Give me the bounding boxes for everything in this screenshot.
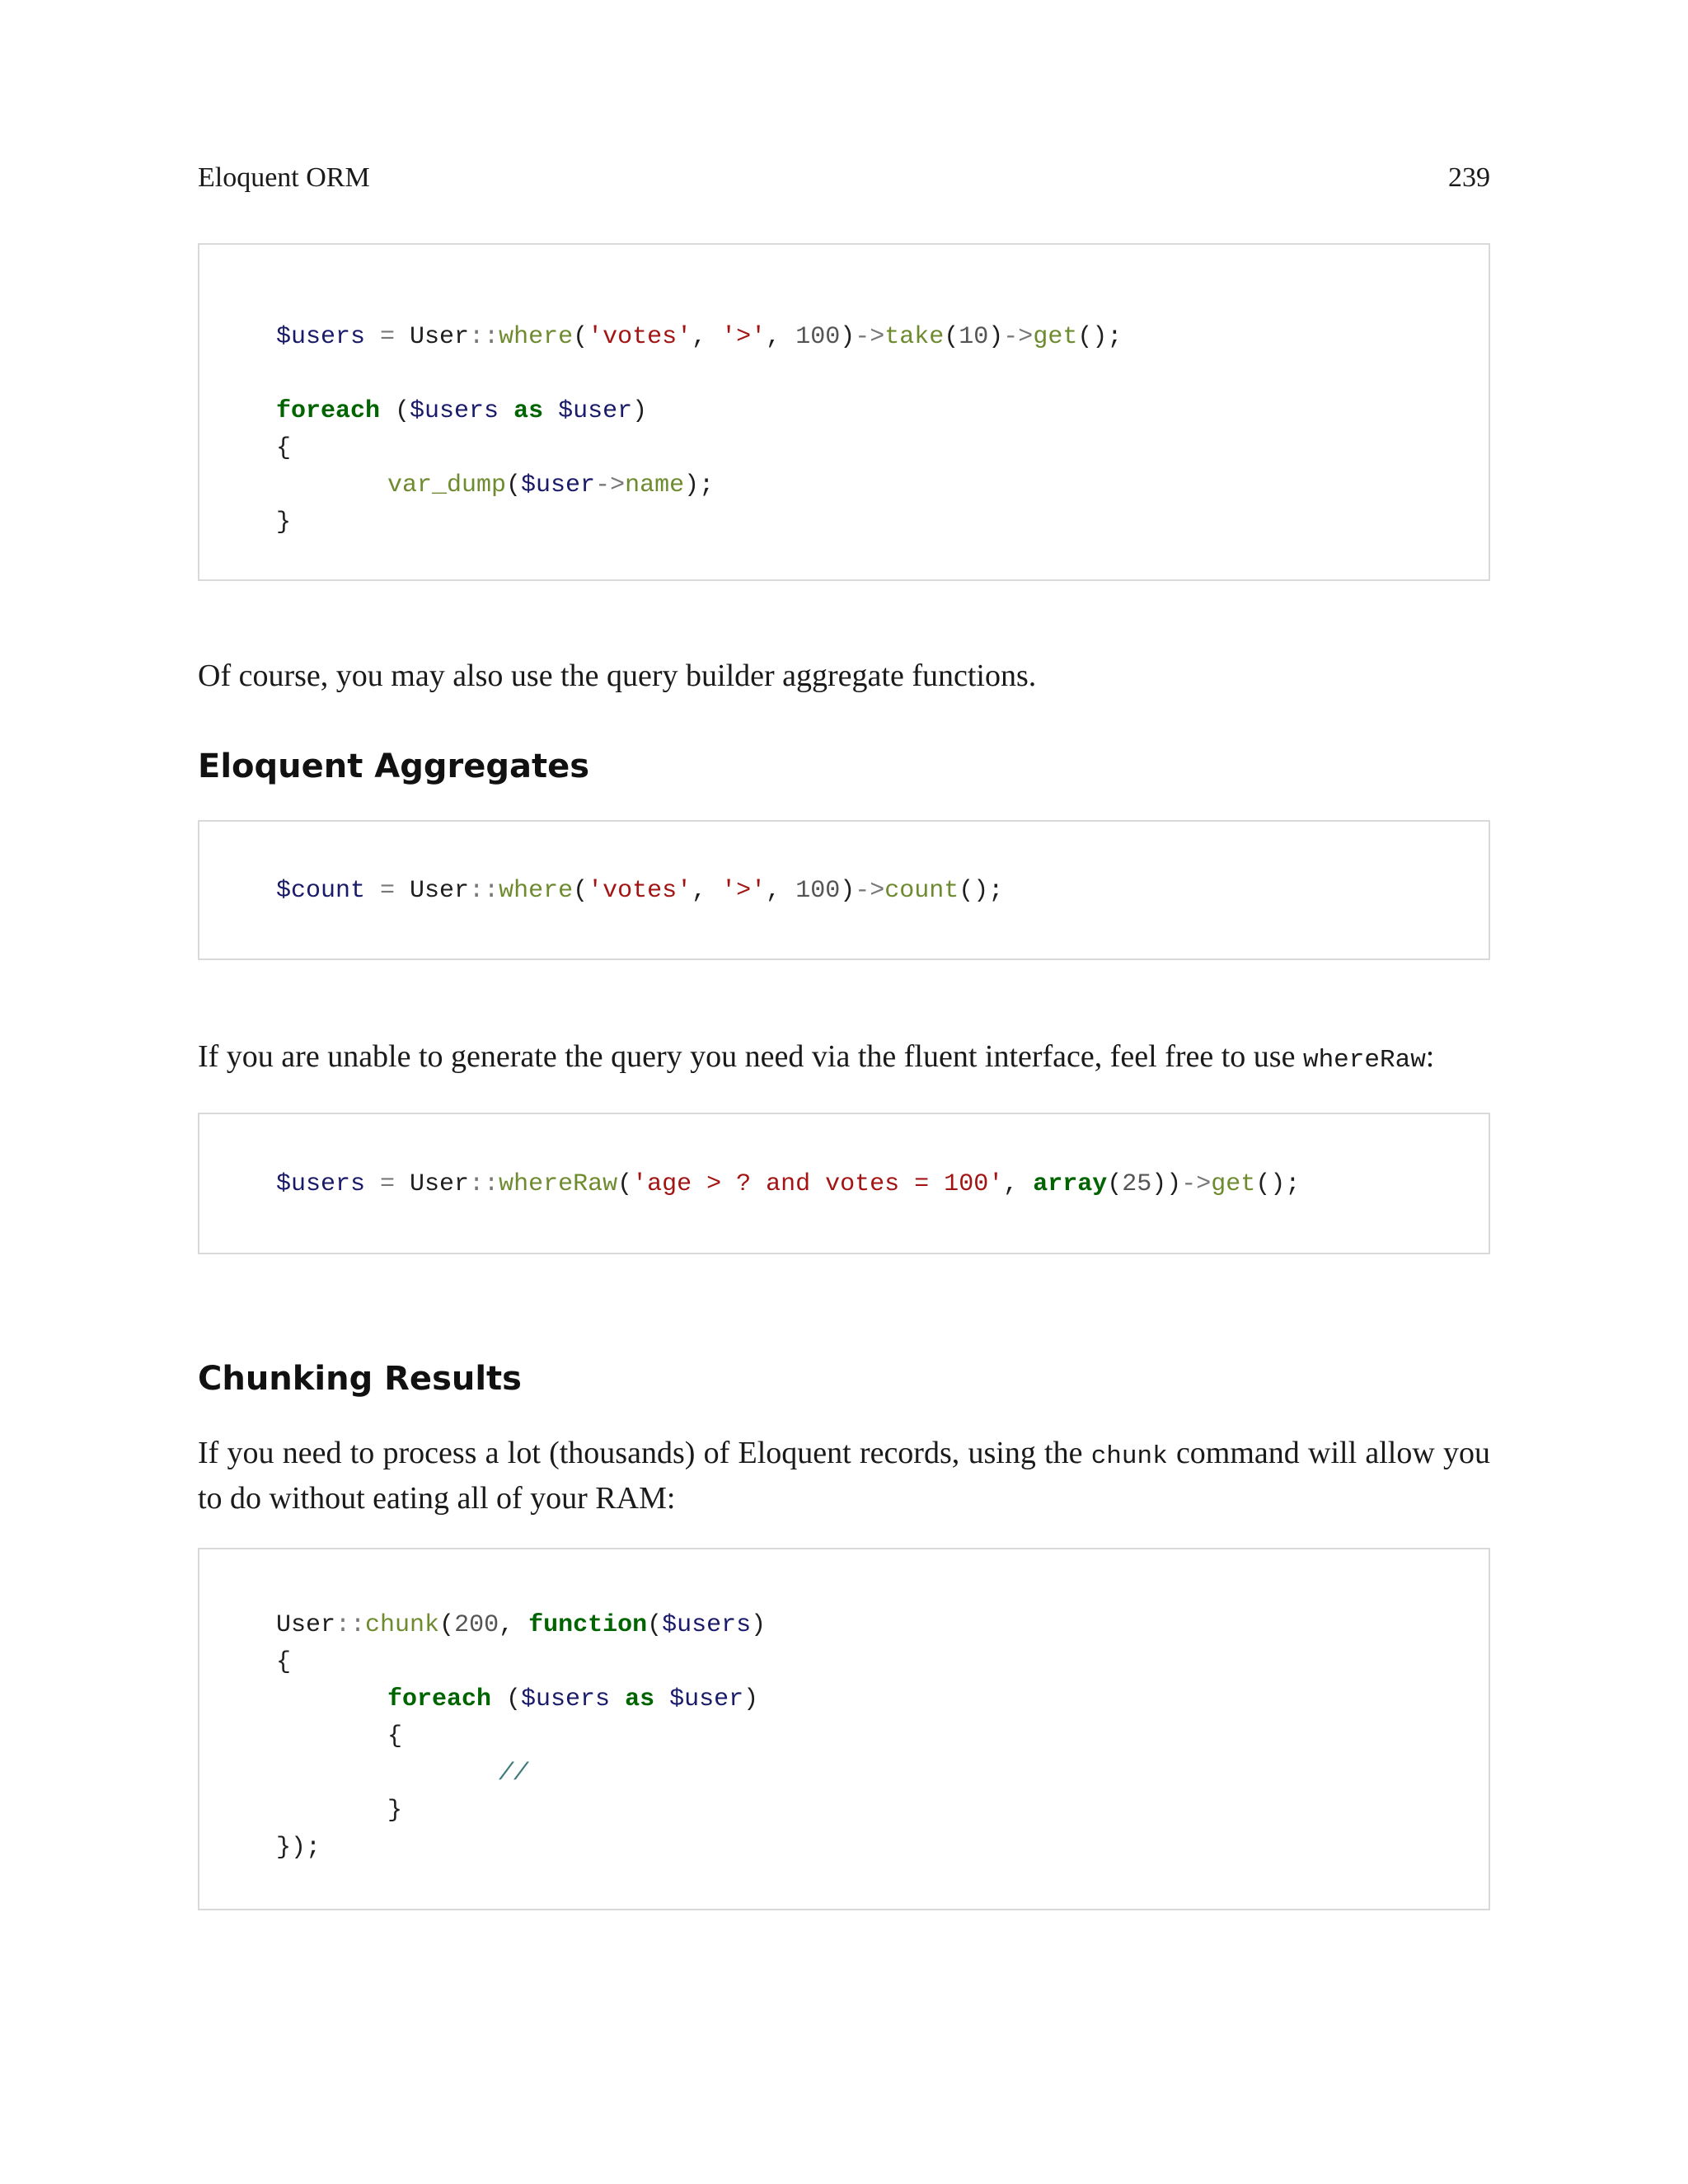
code-line bbox=[276, 430, 1456, 467]
code-token: -> bbox=[595, 471, 626, 499]
code-token: whereRaw bbox=[499, 1170, 618, 1198]
code-token: array bbox=[1033, 1170, 1108, 1198]
code-token: :: bbox=[469, 323, 499, 351]
code-token: , bbox=[1003, 1170, 1034, 1198]
code-line bbox=[276, 1681, 1456, 1718]
paragraph-text: : bbox=[1425, 1039, 1435, 1074]
code-token: 200 bbox=[454, 1611, 499, 1639]
paragraph-text: command will allow you to do without eating all of your RAM: bbox=[198, 1436, 1490, 1516]
code-token: , bbox=[766, 323, 796, 351]
code-token: $users bbox=[410, 397, 499, 425]
code-token: ) bbox=[988, 323, 1004, 351]
code-line bbox=[276, 1166, 1456, 1203]
code-token: 100 bbox=[795, 877, 841, 905]
code-token: ( bbox=[491, 1685, 522, 1713]
code-token: ( bbox=[617, 1170, 633, 1198]
code-token: take bbox=[884, 323, 945, 351]
code-token: -> bbox=[855, 323, 885, 351]
code-token: ( bbox=[506, 471, 522, 499]
paragraph-aggregate-intro: Of course, you may also use the query builder aggregate functions. bbox=[198, 658, 1037, 693]
code-token: ); bbox=[684, 471, 715, 499]
code-token: $user bbox=[558, 397, 633, 425]
code-token: where bbox=[499, 323, 574, 351]
code-block-foreach bbox=[198, 243, 1490, 581]
code-token: , bbox=[692, 877, 722, 905]
code-token: $count bbox=[276, 877, 366, 905]
section-heading-chunking: Chunking Results bbox=[198, 1360, 522, 1398]
code-token: 100 bbox=[795, 323, 841, 351]
code-token: ( bbox=[439, 1611, 455, 1639]
code-line bbox=[276, 1718, 1456, 1755]
code-token: ( bbox=[573, 877, 588, 905]
code-token: $users bbox=[521, 1685, 611, 1713]
code-token: , bbox=[692, 323, 722, 351]
code-token: var_dump bbox=[387, 471, 507, 499]
code-token: )) bbox=[1151, 1170, 1182, 1198]
code-token: ) bbox=[632, 397, 648, 425]
code-token: as bbox=[513, 397, 544, 425]
code-token: 25 bbox=[1122, 1170, 1152, 1198]
section-heading-aggregates: Eloquent Aggregates bbox=[198, 748, 590, 785]
code-token: (); bbox=[1255, 1170, 1301, 1198]
code-token: 10 bbox=[959, 323, 989, 351]
code-lines bbox=[276, 1607, 1456, 1867]
code-line bbox=[276, 393, 1456, 430]
code-token: User bbox=[410, 877, 470, 905]
code-token: ) bbox=[840, 323, 856, 351]
code-token: } bbox=[276, 509, 292, 537]
code-token: ( bbox=[1107, 1170, 1123, 1198]
code-token: foreach bbox=[276, 397, 381, 425]
code-token: User bbox=[410, 323, 470, 351]
code-token: function bbox=[528, 1611, 648, 1639]
paragraph-text: If you need to process a lot (thousands) of Eloquent records, using the bbox=[198, 1436, 1091, 1470]
code-token: '>' bbox=[721, 323, 767, 351]
code-token: ( bbox=[573, 323, 588, 351]
code-token: get bbox=[1033, 323, 1078, 351]
code-comment: // bbox=[499, 1760, 529, 1788]
code-token: $user bbox=[521, 471, 596, 499]
code-lines bbox=[276, 319, 1456, 541]
code-token: User bbox=[276, 1611, 336, 1639]
paragraph-chunk-intro bbox=[198, 1432, 1490, 1519]
code-line bbox=[276, 1607, 1456, 1644]
paragraph-whereraw-intro bbox=[198, 1036, 1490, 1081]
code-block-whereraw bbox=[198, 1113, 1490, 1254]
code-token: foreach bbox=[387, 1685, 492, 1713]
code-token: = bbox=[365, 1170, 410, 1198]
inline-code-chunk: chunk bbox=[1090, 1442, 1168, 1471]
code-token: = bbox=[365, 877, 410, 905]
code-token: count bbox=[884, 877, 959, 905]
code-block-count bbox=[198, 820, 1490, 960]
code-token: -> bbox=[1181, 1170, 1212, 1198]
code-token: (); bbox=[1077, 323, 1123, 351]
code-token: $users bbox=[276, 323, 366, 351]
code-token: '>' bbox=[721, 877, 767, 905]
code-token: $user bbox=[669, 1685, 744, 1713]
paragraph-text: If you are unable to generate the query you need via the fluent interface, feel free to use bbox=[198, 1039, 1303, 1074]
code-token: 'votes' bbox=[588, 877, 692, 905]
code-token: ( bbox=[944, 323, 959, 351]
code-token: , bbox=[766, 877, 796, 905]
code-token: -> bbox=[855, 877, 885, 905]
code-token: (); bbox=[959, 877, 1004, 905]
code-line bbox=[276, 1793, 1456, 1830]
code-line bbox=[276, 1755, 1456, 1793]
code-line-blank bbox=[276, 356, 1456, 393]
code-block-chunk bbox=[198, 1548, 1490, 1910]
code-line bbox=[276, 1644, 1456, 1681]
page-header bbox=[198, 158, 1490, 198]
code-token: } bbox=[387, 1797, 403, 1825]
code-token: , bbox=[499, 1611, 529, 1639]
code-token: { bbox=[276, 1648, 292, 1676]
code-lines bbox=[276, 873, 1456, 910]
code-token: ) bbox=[743, 1685, 759, 1713]
code-token: { bbox=[387, 1722, 403, 1750]
code-token: ) bbox=[840, 877, 856, 905]
code-line bbox=[276, 1830, 1456, 1867]
code-line bbox=[276, 873, 1456, 910]
inline-code-whereraw: whereRaw bbox=[1302, 1046, 1426, 1075]
page-number: 239 bbox=[1448, 162, 1490, 193]
code-lines bbox=[276, 1166, 1456, 1203]
code-token: $users bbox=[276, 1170, 366, 1198]
code-token: as bbox=[625, 1685, 655, 1713]
code-token: :: bbox=[469, 1170, 499, 1198]
code-line bbox=[276, 467, 1456, 504]
chapter-title: Eloquent ORM bbox=[198, 162, 370, 193]
code-token: 'age > ? and votes = 100' bbox=[632, 1170, 1004, 1198]
code-line bbox=[276, 504, 1456, 541]
code-token: get bbox=[1211, 1170, 1256, 1198]
code-token: name bbox=[625, 471, 685, 499]
code-token: ( bbox=[647, 1611, 663, 1639]
code-token: -> bbox=[1003, 323, 1034, 351]
code-token: { bbox=[276, 434, 292, 462]
code-token: 'votes' bbox=[588, 323, 692, 351]
code-token: ( bbox=[380, 397, 410, 425]
code-token: chunk bbox=[365, 1611, 440, 1639]
code-token: :: bbox=[335, 1611, 366, 1639]
code-token: User bbox=[410, 1170, 470, 1198]
code-token: ) bbox=[751, 1611, 767, 1639]
code-token: }); bbox=[276, 1834, 321, 1862]
code-token: = bbox=[365, 323, 410, 351]
code-token: :: bbox=[469, 877, 499, 905]
code-line bbox=[276, 319, 1456, 356]
code-token: $users bbox=[662, 1611, 752, 1639]
code-token: where bbox=[499, 877, 574, 905]
